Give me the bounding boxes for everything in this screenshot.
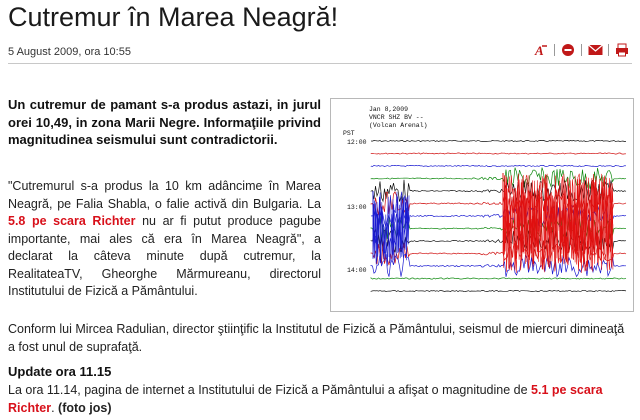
toolbar-separator: [608, 44, 609, 56]
article-lead: Un cutremur de pamant s-a produs astazi, in jurul orei 10,49, in zona Marii Negre. Informaţiile privind magnitudinea seismului sunt contradictorii.: [8, 97, 321, 147]
seismogram-trace: [371, 290, 626, 291]
update-heading: Update ora 11.15: [8, 364, 112, 379]
update-paragraph: [8, 382, 632, 417]
photo-note: (foto jos): [58, 400, 112, 415]
seismo-station: VNCR SHZ BV --: [369, 114, 424, 121]
seismo-time-12: 12:00: [347, 139, 367, 146]
toolbar-separator: [554, 44, 555, 56]
seismogram-image: [330, 98, 634, 312]
article-toolbar: [533, 42, 630, 58]
toolbar-separator: [581, 44, 582, 56]
update-magnitude-highlight: 5.1 pe scara Richter: [8, 383, 603, 415]
article-quote: [8, 178, 321, 301]
seismo-name: (Volcan Arenal): [369, 122, 428, 129]
article-title: Cutremur în Marea Neagră!: [8, 2, 339, 32]
email-icon[interactable]: [587, 42, 603, 58]
update-text: La ora 11.14, pagina de internet a Institutului de Fizică a Pământului a afişat o magnitudine de: [8, 383, 532, 397]
seismo-timezone: PST: [343, 130, 355, 137]
seismogram-trace: [371, 278, 626, 279]
print-icon[interactable]: [614, 42, 630, 58]
seismogram-traces: [371, 140, 626, 291]
seismogram-trace: [371, 165, 626, 166]
header-divider: [8, 63, 632, 64]
seismogram-trace: [371, 153, 626, 154]
seismogram-trace: [371, 140, 626, 141]
font-size-icon[interactable]: [533, 42, 549, 58]
quote-text-cont: nu ar fi putut produce pagube importante, mai ales că era în Marea Neagră", a declarat la câteva minute după cutremur, la RealitateaTV, Gheorghe Mărmureanu, directorul Institutului de Fizică a Pământului.: [8, 214, 321, 298]
remove-icon[interactable]: [560, 42, 576, 58]
article-date: 5 August 2009, ora 10:55: [8, 46, 131, 58]
seismo-date: Jan 8,2009: [369, 106, 409, 113]
seismo-time-14: 14:00: [347, 267, 367, 274]
quote-text: "Cutremurul s-a produs la 10 km adâncime în Marea Neagră, pe Falia Shabla, o falie activă din Bulgaria. La: [8, 179, 321, 211]
article-paragraph-2: Conform lui Mircea Radulian, director ştiinţific la Institutul de Fizică a Pământului, seismul de miercuri dimineaţă a fost unul de suprafaţă.: [8, 322, 625, 354]
magnitude-highlight: 5.8 pe scara Richter: [8, 214, 136, 228]
seismo-time-13: 13:00: [347, 204, 367, 211]
svg-text:A: A: [535, 43, 544, 57]
update-text-cont: .: [51, 400, 59, 415]
